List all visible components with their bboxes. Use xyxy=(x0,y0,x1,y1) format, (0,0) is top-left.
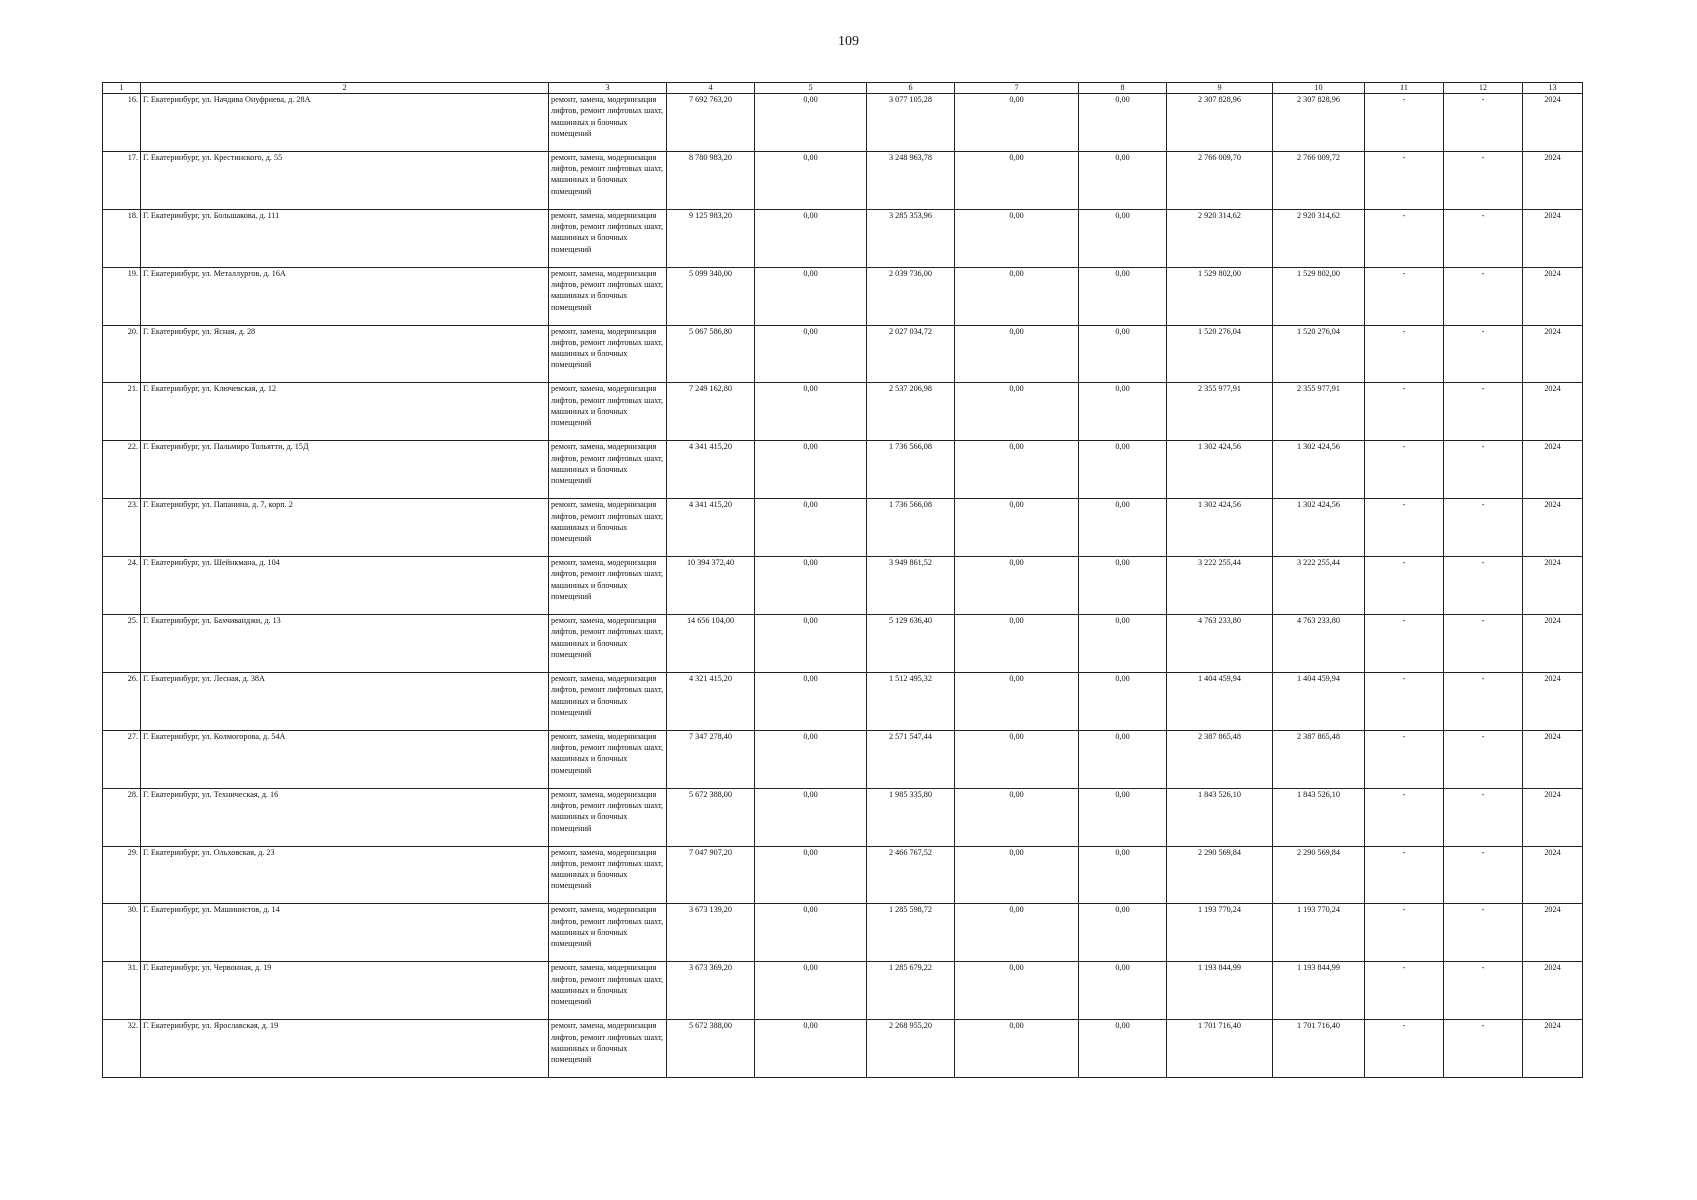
col12-cell: - xyxy=(1444,672,1523,730)
year-cell: 2024 xyxy=(1523,325,1583,383)
total-cost-cell: 10 394 372,40 xyxy=(667,557,755,615)
address-cell: Г. Екатеринбург, ул. Крестинского, д. 55 xyxy=(141,151,549,209)
work-type-cell: ремонт, замена, модернизация лифтов, ремонт лифтовых шахт, машинных и блочных помещений xyxy=(549,615,667,673)
column-header-3: 3 xyxy=(549,83,667,94)
col12-cell: - xyxy=(1444,267,1523,325)
cost-col5-cell: 0,00 xyxy=(755,557,867,615)
work-type-cell: ремонт, замена, модернизация лифтов, ремонт лифтовых шахт, машинных и блочных помещений xyxy=(549,267,667,325)
cost-col6-cell: 2 027 034,72 xyxy=(867,325,955,383)
work-type-cell: ремонт, замена, модернизация лифтов, ремонт лифтовых шахт, машинных и блочных помещений xyxy=(549,1020,667,1078)
total-cost-cell: 3 673 369,20 xyxy=(667,962,755,1020)
year-cell: 2024 xyxy=(1523,441,1583,499)
col12-cell: - xyxy=(1444,94,1523,152)
total-cost-cell: 3 673 139,20 xyxy=(667,904,755,962)
cost-col10-cell: 2 387 865,48 xyxy=(1273,730,1365,788)
column-header-9: 9 xyxy=(1167,83,1273,94)
cost-col7-cell: 0,00 xyxy=(955,672,1079,730)
cost-col9-cell: 1 701 716,40 xyxy=(1167,1020,1273,1078)
cost-col7-cell: 0,00 xyxy=(955,904,1079,962)
table-row xyxy=(103,846,1583,904)
cost-col5-cell: 0,00 xyxy=(755,441,867,499)
row-number: 24. xyxy=(103,557,141,615)
col12-cell: - xyxy=(1444,904,1523,962)
cost-col5-cell: 0,00 xyxy=(755,151,867,209)
col11-cell: - xyxy=(1365,788,1444,846)
col12-cell: - xyxy=(1444,788,1523,846)
cost-col5-cell: 0,00 xyxy=(755,730,867,788)
column-header-8: 8 xyxy=(1079,83,1167,94)
address-cell: Г. Екатеринбург, ул. Начдива Онуфриева, д. 28А xyxy=(141,94,549,152)
cost-col6-cell: 2 039 736,00 xyxy=(867,267,955,325)
row-number: 30. xyxy=(103,904,141,962)
cost-col6-cell: 2 571 547,44 xyxy=(867,730,955,788)
cost-col5-cell: 0,00 xyxy=(755,267,867,325)
year-cell: 2024 xyxy=(1523,846,1583,904)
total-cost-cell: 9 125 983,20 xyxy=(667,209,755,267)
cost-col8-cell: 0,00 xyxy=(1079,151,1167,209)
total-cost-cell: 5 672 388,00 xyxy=(667,788,755,846)
cost-col9-cell: 2 387 865,48 xyxy=(1167,730,1273,788)
row-number: 16. xyxy=(103,94,141,152)
page-number: 109 xyxy=(838,34,859,49)
work-type-cell: ремонт, замена, модернизация лифтов, ремонт лифтовых шахт, машинных и блочных помещений xyxy=(549,209,667,267)
cost-col10-cell: 2 766 009,72 xyxy=(1273,151,1365,209)
address-cell: Г. Екатеринбург, ул. Машинистов, д. 14 xyxy=(141,904,549,962)
table-row xyxy=(103,962,1583,1020)
table-row xyxy=(103,1020,1583,1078)
col12-cell: - xyxy=(1444,209,1523,267)
address-cell: Г. Екатеринбург, ул. Металлургов, д. 16А xyxy=(141,267,549,325)
table-row xyxy=(103,441,1583,499)
cost-col5-cell: 0,00 xyxy=(755,846,867,904)
address-cell: Г. Екатеринбург, ул. Ярославская, д. 19 xyxy=(141,1020,549,1078)
col11-cell: - xyxy=(1365,557,1444,615)
work-type-cell: ремонт, замена, модернизация лифтов, ремонт лифтовых шахт, машинных и блочных помещений xyxy=(549,788,667,846)
col11-cell: - xyxy=(1365,846,1444,904)
column-header-2: 2 xyxy=(141,83,549,94)
cost-col5-cell: 0,00 xyxy=(755,1020,867,1078)
table-row xyxy=(103,151,1583,209)
cost-col7-cell: 0,00 xyxy=(955,325,1079,383)
cost-col9-cell: 1 529 802,00 xyxy=(1167,267,1273,325)
cost-col7-cell: 0,00 xyxy=(955,267,1079,325)
column-header-11: 11 xyxy=(1365,83,1444,94)
table-row xyxy=(103,557,1583,615)
cost-col5-cell: 0,00 xyxy=(755,94,867,152)
cost-col9-cell: 2 355 977,91 xyxy=(1167,383,1273,441)
address-cell: Г. Екатеринбург, ул. Техническая, д. 16 xyxy=(141,788,549,846)
cost-col8-cell: 0,00 xyxy=(1079,788,1167,846)
work-type-cell: ремонт, замена, модернизация лифтов, ремонт лифтовых шахт, машинных и блочных помещений xyxy=(549,499,667,557)
row-number: 28. xyxy=(103,788,141,846)
cost-col9-cell: 1 193 770,24 xyxy=(1167,904,1273,962)
cost-col10-cell: 1 843 526,10 xyxy=(1273,788,1365,846)
table-row xyxy=(103,672,1583,730)
col11-cell: - xyxy=(1365,615,1444,673)
cost-col6-cell: 1 985 335,80 xyxy=(867,788,955,846)
cost-col7-cell: 0,00 xyxy=(955,962,1079,1020)
cost-col10-cell: 1 529 802,00 xyxy=(1273,267,1365,325)
cost-col7-cell: 0,00 xyxy=(955,383,1079,441)
cost-col8-cell: 0,00 xyxy=(1079,672,1167,730)
row-number: 21. xyxy=(103,383,141,441)
year-cell: 2024 xyxy=(1523,1020,1583,1078)
col11-cell: - xyxy=(1365,1020,1444,1078)
cost-col10-cell: 2 307 828,96 xyxy=(1273,94,1365,152)
row-number: 23. xyxy=(103,499,141,557)
row-number: 17. xyxy=(103,151,141,209)
cost-col9-cell: 4 763 233,80 xyxy=(1167,615,1273,673)
work-type-cell: ремонт, замена, модернизация лифтов, ремонт лифтовых шахт, машинных и блочных помещений xyxy=(549,672,667,730)
row-number: 27. xyxy=(103,730,141,788)
cost-col8-cell: 0,00 xyxy=(1079,325,1167,383)
address-cell: Г. Екатеринбург, ул. Ключевская, д. 12 xyxy=(141,383,549,441)
work-type-cell: ремонт, замена, модернизация лифтов, ремонт лифтовых шахт, машинных и блочных помещений xyxy=(549,962,667,1020)
table-body xyxy=(103,94,1583,1078)
cost-col6-cell: 5 129 636,40 xyxy=(867,615,955,673)
column-number-header-row xyxy=(103,83,1583,94)
cost-col5-cell: 0,00 xyxy=(755,904,867,962)
cost-col10-cell: 2 920 314,62 xyxy=(1273,209,1365,267)
col11-cell: - xyxy=(1365,383,1444,441)
cost-col5-cell: 0,00 xyxy=(755,209,867,267)
cost-col5-cell: 0,00 xyxy=(755,962,867,1020)
cost-col9-cell: 2 290 569,84 xyxy=(1167,846,1273,904)
column-header-10: 10 xyxy=(1273,83,1365,94)
cost-col5-cell: 0,00 xyxy=(755,672,867,730)
year-cell: 2024 xyxy=(1523,730,1583,788)
total-cost-cell: 8 780 983,20 xyxy=(667,151,755,209)
cost-col6-cell: 3 285 353,96 xyxy=(867,209,955,267)
cost-col9-cell: 1 843 526,10 xyxy=(1167,788,1273,846)
work-type-cell: ремонт, замена, модернизация лифтов, ремонт лифтовых шахт, машинных и блочных помещений xyxy=(549,325,667,383)
address-cell: Г. Екатеринбург, ул. Большакова, д. 111 xyxy=(141,209,549,267)
col11-cell: - xyxy=(1365,672,1444,730)
cost-col7-cell: 0,00 xyxy=(955,441,1079,499)
col11-cell: - xyxy=(1365,267,1444,325)
column-header-13: 13 xyxy=(1523,83,1583,94)
cost-col7-cell: 0,00 xyxy=(955,1020,1079,1078)
cost-col10-cell: 2 290 569,84 xyxy=(1273,846,1365,904)
col11-cell: - xyxy=(1365,151,1444,209)
cost-col10-cell: 1 701 716,40 xyxy=(1273,1020,1365,1078)
cost-col10-cell: 1 193 844,99 xyxy=(1273,962,1365,1020)
cost-col8-cell: 0,00 xyxy=(1079,962,1167,1020)
cost-col7-cell: 0,00 xyxy=(955,151,1079,209)
row-number: 26. xyxy=(103,672,141,730)
year-cell: 2024 xyxy=(1523,209,1583,267)
cost-col8-cell: 0,00 xyxy=(1079,267,1167,325)
cost-col6-cell: 1 285 679,22 xyxy=(867,962,955,1020)
table-row xyxy=(103,730,1583,788)
address-cell: Г. Екатеринбург, ул. Червонная, д. 19 xyxy=(141,962,549,1020)
col12-cell: - xyxy=(1444,615,1523,673)
col11-cell: - xyxy=(1365,962,1444,1020)
total-cost-cell: 7 047 907,20 xyxy=(667,846,755,904)
table-row xyxy=(103,209,1583,267)
column-header-7: 7 xyxy=(955,83,1079,94)
address-cell: Г. Екатеринбург, ул. Папанина, д. 7, корп. 2 xyxy=(141,499,549,557)
capital-repair-table xyxy=(102,82,1583,1078)
col11-cell: - xyxy=(1365,730,1444,788)
cost-col8-cell: 0,00 xyxy=(1079,846,1167,904)
col11-cell: - xyxy=(1365,441,1444,499)
cost-col9-cell: 1 520 276,04 xyxy=(1167,325,1273,383)
address-cell: Г. Екатеринбург, ул. Лесная, д. 38А xyxy=(141,672,549,730)
address-cell: Г. Екатеринбург, ул. Пальмиро Тольятти, д. 15Д xyxy=(141,441,549,499)
cost-col7-cell: 0,00 xyxy=(955,94,1079,152)
table-row xyxy=(103,615,1583,673)
year-cell: 2024 xyxy=(1523,672,1583,730)
total-cost-cell: 14 656 104,00 xyxy=(667,615,755,673)
cost-col6-cell: 3 949 861,52 xyxy=(867,557,955,615)
row-number: 31. xyxy=(103,962,141,1020)
cost-col8-cell: 0,00 xyxy=(1079,1020,1167,1078)
cost-col10-cell: 1 520 276,04 xyxy=(1273,325,1365,383)
table-row xyxy=(103,94,1583,152)
cost-col7-cell: 0,00 xyxy=(955,615,1079,673)
cost-col6-cell: 1 512 495,32 xyxy=(867,672,955,730)
column-header-6: 6 xyxy=(867,83,955,94)
total-cost-cell: 4 321 415,20 xyxy=(667,672,755,730)
cost-col8-cell: 0,00 xyxy=(1079,557,1167,615)
address-cell: Г. Екатеринбург, ул. Ясная, д. 28 xyxy=(141,325,549,383)
table-row xyxy=(103,788,1583,846)
year-cell: 2024 xyxy=(1523,904,1583,962)
address-cell: Г. Екатеринбург, ул. Шейнкмана, д. 104 xyxy=(141,557,549,615)
cost-col10-cell: 4 763 233,80 xyxy=(1273,615,1365,673)
row-number: 25. xyxy=(103,615,141,673)
year-cell: 2024 xyxy=(1523,962,1583,1020)
row-number: 19. xyxy=(103,267,141,325)
column-header-5: 5 xyxy=(755,83,867,94)
cost-col6-cell: 3 077 105,28 xyxy=(867,94,955,152)
col12-cell: - xyxy=(1444,557,1523,615)
work-type-cell: ремонт, замена, модернизация лифтов, ремонт лифтовых шахт, машинных и блочных помещений xyxy=(549,383,667,441)
total-cost-cell: 5 067 586,80 xyxy=(667,325,755,383)
cost-col9-cell: 2 307 828,96 xyxy=(1167,94,1273,152)
address-cell: Г. Екатеринбург, ул. Бахчиванджи, д. 13 xyxy=(141,615,549,673)
work-type-cell: ремонт, замена, модернизация лифтов, ремонт лифтовых шахт, машинных и блочных помещений xyxy=(549,904,667,962)
work-type-cell: ремонт, замена, модернизация лифтов, ремонт лифтовых шахт, машинных и блочных помещений xyxy=(549,441,667,499)
table-row xyxy=(103,267,1583,325)
column-header-4: 4 xyxy=(667,83,755,94)
cost-col6-cell: 2 466 767,52 xyxy=(867,846,955,904)
total-cost-cell: 4 341 415,20 xyxy=(667,441,755,499)
cost-col7-cell: 0,00 xyxy=(955,209,1079,267)
cost-col10-cell: 1 193 770,24 xyxy=(1273,904,1365,962)
col12-cell: - xyxy=(1444,499,1523,557)
cost-col9-cell: 3 222 255,44 xyxy=(1167,557,1273,615)
col12-cell: - xyxy=(1444,1020,1523,1078)
row-number: 18. xyxy=(103,209,141,267)
cost-col6-cell: 1 736 566,08 xyxy=(867,499,955,557)
total-cost-cell: 7 249 162,80 xyxy=(667,383,755,441)
cost-col8-cell: 0,00 xyxy=(1079,730,1167,788)
cost-col8-cell: 0,00 xyxy=(1079,94,1167,152)
cost-col8-cell: 0,00 xyxy=(1079,499,1167,557)
col11-cell: - xyxy=(1365,209,1444,267)
total-cost-cell: 7 347 278,40 xyxy=(667,730,755,788)
col11-cell: - xyxy=(1365,499,1444,557)
row-number: 20. xyxy=(103,325,141,383)
cost-col6-cell: 1 736 566,08 xyxy=(867,441,955,499)
col11-cell: - xyxy=(1365,325,1444,383)
cost-col9-cell: 2 920 314,62 xyxy=(1167,209,1273,267)
table-row xyxy=(103,499,1583,557)
cost-col8-cell: 0,00 xyxy=(1079,615,1167,673)
address-cell: Г. Екатеринбург, ул. Колмогорова, д. 54А xyxy=(141,730,549,788)
cost-col5-cell: 0,00 xyxy=(755,615,867,673)
total-cost-cell: 4 341 415,20 xyxy=(667,499,755,557)
cost-col6-cell: 2 268 955,20 xyxy=(867,1020,955,1078)
cost-col8-cell: 0,00 xyxy=(1079,209,1167,267)
row-number: 29. xyxy=(103,846,141,904)
year-cell: 2024 xyxy=(1523,499,1583,557)
cost-col9-cell: 1 404 459,94 xyxy=(1167,672,1273,730)
col12-cell: - xyxy=(1444,151,1523,209)
col12-cell: - xyxy=(1444,962,1523,1020)
row-number: 32. xyxy=(103,1020,141,1078)
cost-col9-cell: 1 302 424,56 xyxy=(1167,499,1273,557)
cost-col10-cell: 1 302 424,56 xyxy=(1273,441,1365,499)
cost-col7-cell: 0,00 xyxy=(955,788,1079,846)
col12-cell: - xyxy=(1444,730,1523,788)
col12-cell: - xyxy=(1444,846,1523,904)
cost-col6-cell: 3 248 963,78 xyxy=(867,151,955,209)
cost-col5-cell: 0,00 xyxy=(755,788,867,846)
cost-col8-cell: 0,00 xyxy=(1079,441,1167,499)
year-cell: 2024 xyxy=(1523,557,1583,615)
work-type-cell: ремонт, замена, модернизация лифтов, ремонт лифтовых шахт, машинных и блочных помещений xyxy=(549,151,667,209)
cost-col5-cell: 0,00 xyxy=(755,325,867,383)
total-cost-cell: 7 692 763,20 xyxy=(667,94,755,152)
column-header-12: 12 xyxy=(1444,83,1523,94)
year-cell: 2024 xyxy=(1523,788,1583,846)
row-number: 22. xyxy=(103,441,141,499)
total-cost-cell: 5 099 340,00 xyxy=(667,267,755,325)
cost-col10-cell: 1 302 424,56 xyxy=(1273,499,1365,557)
cost-col9-cell: 1 302 424,56 xyxy=(1167,441,1273,499)
year-cell: 2024 xyxy=(1523,151,1583,209)
cost-col7-cell: 0,00 xyxy=(955,730,1079,788)
col12-cell: - xyxy=(1444,325,1523,383)
cost-col10-cell: 2 355 977,91 xyxy=(1273,383,1365,441)
work-type-cell: ремонт, замена, модернизация лифтов, ремонт лифтовых шахт, машинных и блочных помещений xyxy=(549,730,667,788)
year-cell: 2024 xyxy=(1523,383,1583,441)
table-row xyxy=(103,325,1583,383)
cost-col6-cell: 2 537 206,98 xyxy=(867,383,955,441)
address-cell: Г. Екатеринбург, ул. Ольховская, д. 23 xyxy=(141,846,549,904)
cost-col5-cell: 0,00 xyxy=(755,383,867,441)
cost-col6-cell: 1 285 598,72 xyxy=(867,904,955,962)
cost-col5-cell: 0,00 xyxy=(755,499,867,557)
cost-col8-cell: 0,00 xyxy=(1079,383,1167,441)
col12-cell: - xyxy=(1444,383,1523,441)
cost-col8-cell: 0,00 xyxy=(1079,904,1167,962)
table-row xyxy=(103,904,1583,962)
cost-col9-cell: 2 766 009,70 xyxy=(1167,151,1273,209)
column-header-1: 1 xyxy=(103,83,141,94)
year-cell: 2024 xyxy=(1523,267,1583,325)
total-cost-cell: 5 672 388,00 xyxy=(667,1020,755,1078)
cost-col7-cell: 0,00 xyxy=(955,557,1079,615)
year-cell: 2024 xyxy=(1523,615,1583,673)
cost-col9-cell: 1 193 844,99 xyxy=(1167,962,1273,1020)
cost-col7-cell: 0,00 xyxy=(955,846,1079,904)
col12-cell: - xyxy=(1444,441,1523,499)
cost-col7-cell: 0,00 xyxy=(955,499,1079,557)
work-type-cell: ремонт, замена, модернизация лифтов, ремонт лифтовых шахт, машинных и блочных помещений xyxy=(549,557,667,615)
work-type-cell: ремонт, замена, модернизация лифтов, ремонт лифтовых шахт, машинных и блочных помещений xyxy=(549,94,667,152)
cost-col10-cell: 3 222 255,44 xyxy=(1273,557,1365,615)
col11-cell: - xyxy=(1365,904,1444,962)
year-cell: 2024 xyxy=(1523,94,1583,152)
work-type-cell: ремонт, замена, модернизация лифтов, ремонт лифтовых шахт, машинных и блочных помещений xyxy=(549,846,667,904)
col11-cell: - xyxy=(1365,94,1444,152)
table-row xyxy=(103,383,1583,441)
cost-col10-cell: 1 404 459,94 xyxy=(1273,672,1365,730)
